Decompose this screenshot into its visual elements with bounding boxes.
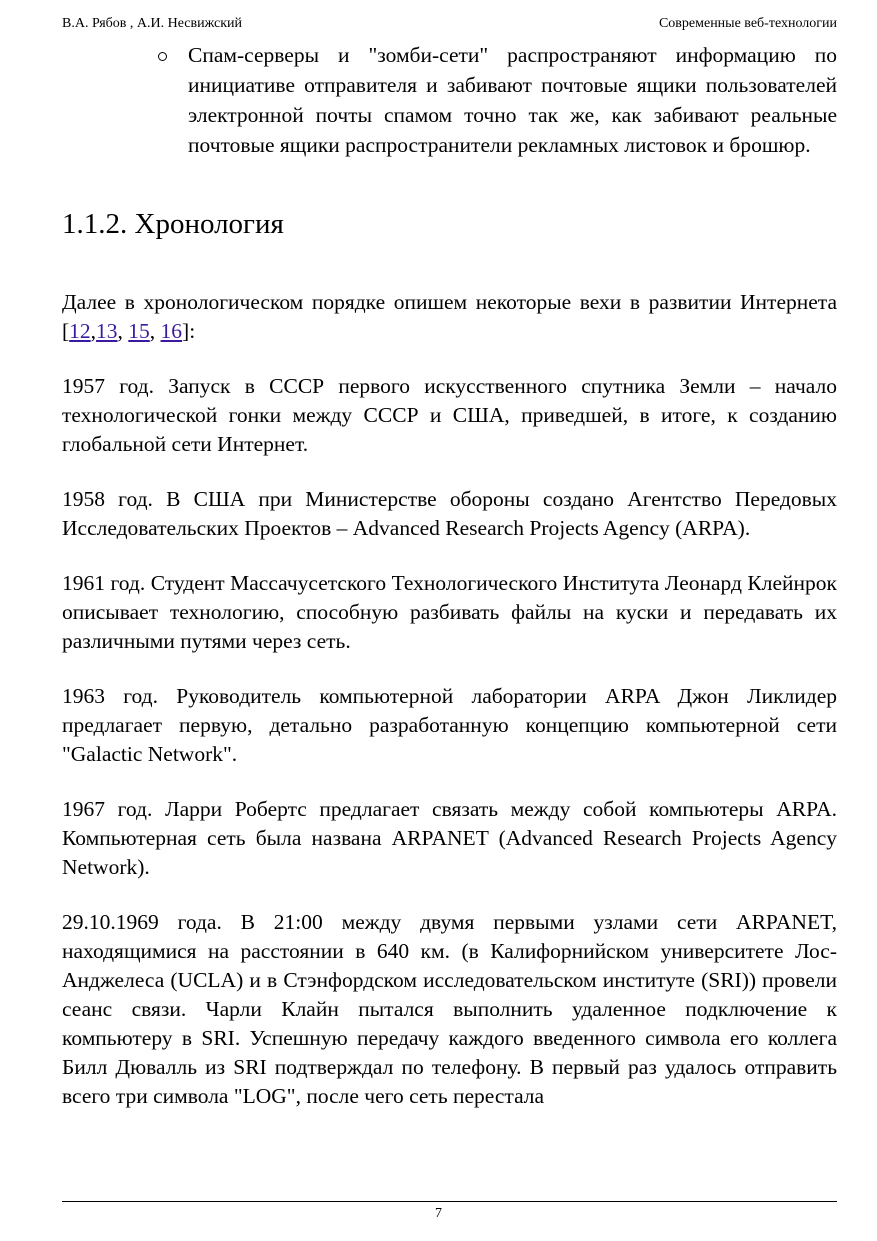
reference-link-16[interactable]: 16	[160, 319, 183, 343]
ref-separator: ,	[90, 319, 97, 343]
footer-divider	[62, 1201, 837, 1202]
intro-text-end: ]:	[182, 319, 196, 343]
reference-link-15[interactable]: 15	[128, 319, 150, 343]
event-1967: 1967 год. Ларри Робертс предлагает связать между собой компьютеры ARPA. Компьютерная сеть была названа ARPANET (Advanced Research Projects Agency Network).	[62, 797, 837, 879]
page-content	[62, 40, 837, 1111]
bullet-text: Спам-серверы и "зомби-сети" распространяют информацию по инициативе отправителя и забивают почтовые ящики пользователей электронной почты спамом точно так же, как забивают реальные почтовые ящики распространители рекламных листовок и брошюр.	[188, 43, 837, 157]
bullet-circle-icon	[158, 52, 167, 61]
event-1961: 1961 год. Студент Массачусетского Технологического Института Леонард Клейнрок описывает технологию, способную разбивать файлы на куски и передавать их различными путями через сеть.	[62, 571, 837, 653]
intro-paragraph	[62, 288, 837, 346]
ref-separator: ,	[117, 319, 129, 343]
ref-separator: ,	[149, 319, 161, 343]
section-heading: 1.1.2. Хронология	[62, 208, 284, 240]
page-number: 7	[435, 1206, 442, 1221]
event-1969: 29.10.1969 года. В 21:00 между двумя первыми узлами сети ARPANET, находящимися на расстоянии в 640 км. (в Калифорнийском университете Лос-Анджелеса (UCLA) и в Стэнфордском исследовательском институте (SRI)) провели сеанс связи. Чарли Клайн пытался выполнить удаленное подключение к компьютеру в SRI. Успешную передачу каждого введенного символа его коллега Билл Дювалль из SRI подтверждал по телефону. В первый раз удалось отправить всего три символа "LOG", после чего сеть перестала	[62, 910, 837, 1108]
event-1963: 1963 год. Руководитель компьютерной лаборатории ARPA Джон Ликлидер предлагает первую, детально разработанную концепцию компьютерной сети "Galactic Network".	[62, 684, 837, 766]
reference-link-12[interactable]: 12	[69, 319, 91, 343]
intro-text: Далее в хронологическом порядке опишем некоторые вехи в развитии Интернета [	[62, 290, 837, 343]
running-header	[62, 14, 837, 34]
reference-link-13[interactable]: 13	[96, 319, 118, 343]
header-book-title: Современные веб-технологии	[658, 16, 837, 31]
event-1957: 1957 год. Запуск в СССР первого искусственного спутника Земли – начало технологической гонки между СССР и США, приведшей, в итоге, к созданию глобальной сети Интернет.	[62, 374, 837, 456]
header-authors: В.А. Рябов , А.И. Несвижский	[62, 16, 243, 31]
bullet-list-item	[62, 40, 837, 160]
event-1958: 1958 год. В США при Министерстве обороны создано Агентство Передовых Исследовательских Проектов – Advanced Research Projects Agency (ARPA).	[62, 487, 837, 540]
